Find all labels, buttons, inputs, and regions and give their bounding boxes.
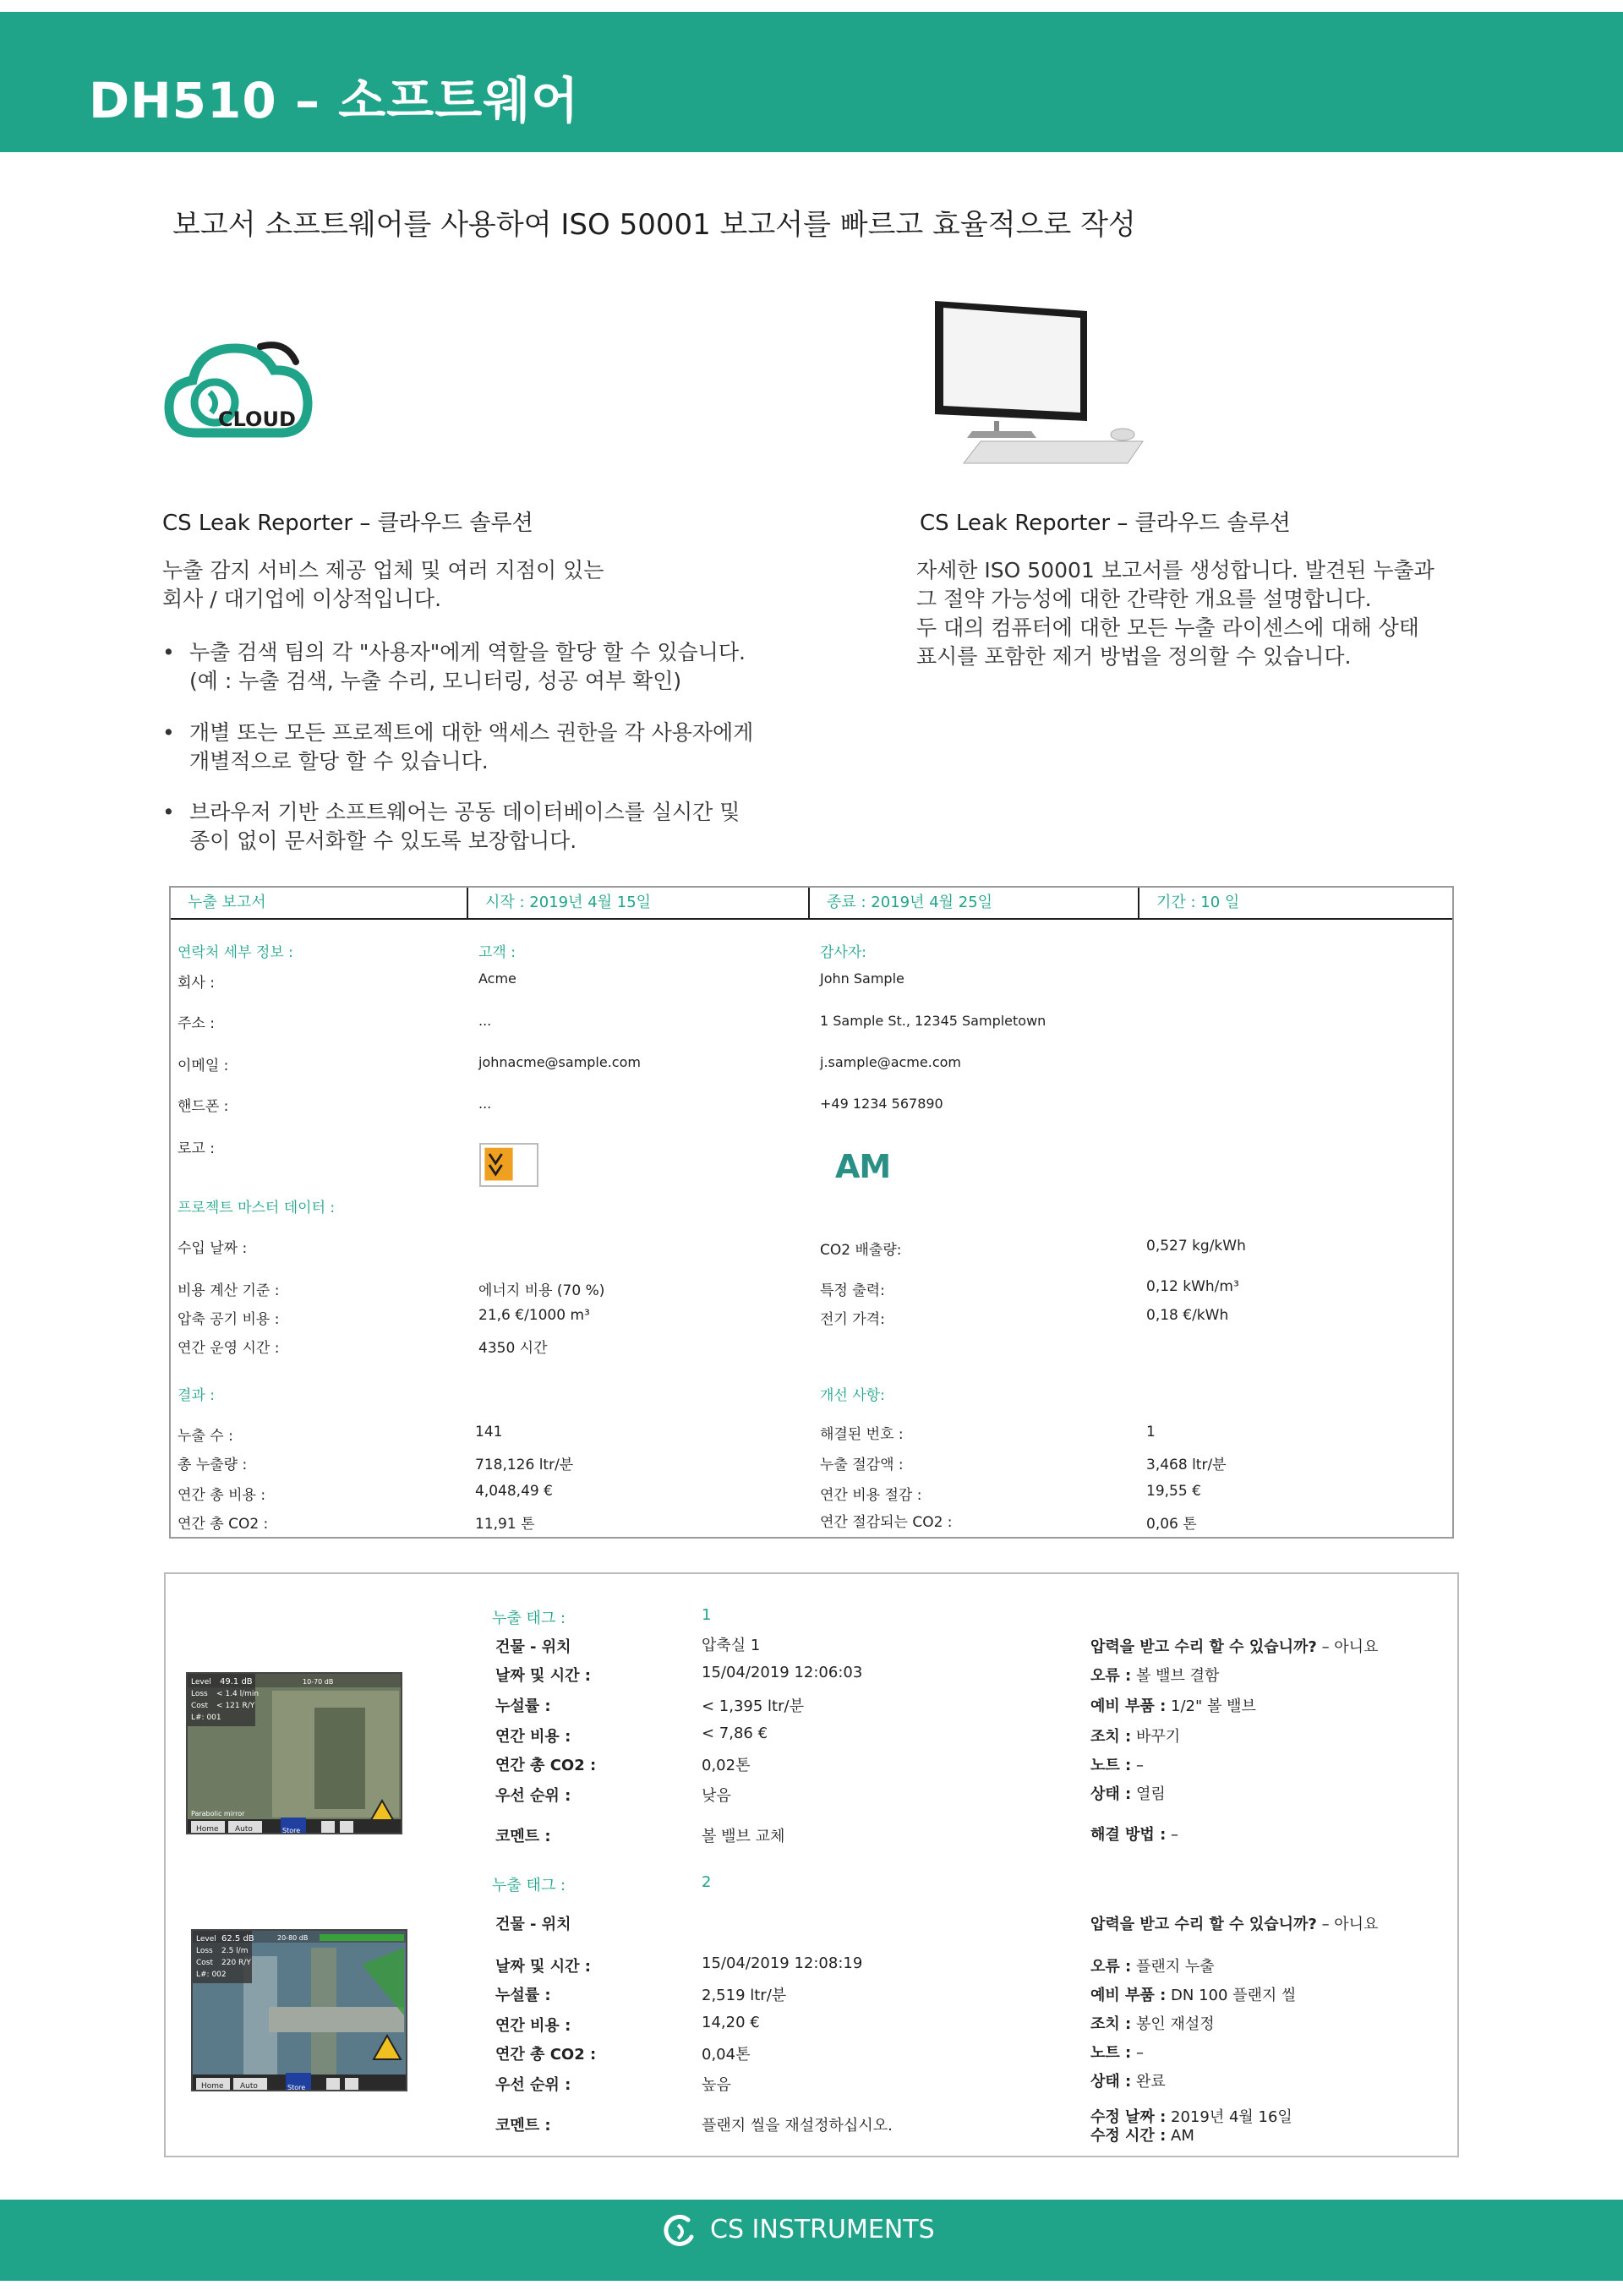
bullet-line: 개별적으로 할당 할 수 있습니다. [189, 749, 489, 774]
tag-right-label: 노트 : [1090, 1757, 1132, 1774]
tag-right-value: – [1171, 1826, 1179, 1844]
contact-section-label: 연락처 세부 정보 : [178, 944, 293, 961]
tag-right-label: 오류 : [1090, 1958, 1132, 1976]
auditor-value: 1 Sample St., 12345 Sampletown [820, 1013, 1046, 1029]
thumb-level-label: Level [191, 1678, 211, 1686]
tag-right-label: 압력을 받고 수리 할 수 있습니까? [1090, 1916, 1317, 1933]
tag-right-value: – [1135, 1757, 1144, 1774]
tag-field-label: 누설률 : [495, 1987, 551, 2004]
auditor-value: John Sample [820, 970, 904, 987]
tag-right-label: 오류 : [1090, 1667, 1132, 1685]
tag-right-value: 열림 [1135, 1785, 1166, 1803]
bullet-line: • 브라우저 기반 소프트웨어는 공동 데이터베이스를 실시간 및 [189, 800, 740, 824]
results-section-label: 결과 : [178, 1387, 215, 1404]
thumb-level-value: 49.1 dB [220, 1677, 253, 1686]
tag-right-row [1090, 2124, 1194, 2146]
master-label: 비용 계산 기준 : [178, 1282, 280, 1299]
tag-right-label: 예비 부품 : [1090, 1987, 1167, 2004]
tag-right-row [1090, 1823, 1178, 1845]
contact-label: 로고 : [178, 1140, 215, 1157]
leak-tags-panel [164, 1572, 1459, 2157]
tag-field-label: 연간 비용 : [495, 2017, 571, 2035]
thumb-id: L#: 001 [191, 1714, 221, 1722]
tag-field-label: 날짜 및 시간 : [495, 1958, 591, 1976]
tag-right-label: 상태 : [1090, 2073, 1132, 2091]
master-label: 수입 날짜 : [178, 1240, 248, 1257]
tag-right-label: 수정 날짜 : [1090, 2108, 1167, 2126]
left-bullet [162, 638, 746, 696]
thumb-mirror: Parabolic mirror [191, 1810, 245, 1818]
thumb-cost-label: Cost [191, 1702, 209, 1710]
tag-field-value: 낮음 [702, 1787, 731, 1805]
thumb-cost-value: < 121 R/Y [216, 1702, 255, 1710]
cloud-logo-text: CLOUD [218, 407, 296, 431]
tag-right-value: 볼 밸브 결함 [1135, 1667, 1220, 1685]
thumb-loss-value: 2.5 l/m [221, 1947, 249, 1955]
master-value: 0,12 kWh/m³ [1146, 1278, 1239, 1295]
tag-right-value: – 아니요 [1321, 1916, 1379, 1933]
master-value: 에너지 비용 (70 %) [478, 1282, 605, 1299]
tag-right-value: 완료 [1135, 2073, 1166, 2091]
thumb-cost-label: Cost [196, 1959, 214, 1967]
footer-brand: CS INSTRUMENTS [710, 2215, 935, 2244]
tag-field-label: 연간 총 CO2 : [495, 2046, 597, 2064]
customer-value: johnacme@sample.com [478, 1054, 641, 1070]
contact-label: 주소 : [178, 1015, 215, 1032]
result-label: 연간 총 CO2 : [178, 1516, 269, 1533]
tag-right-row [1090, 1912, 1378, 1934]
bullet-line: (예 : 누출 검색, 누출 수리, 모니터링, 성공 여부 확인) [189, 669, 682, 693]
improve-label: 해결된 번호 : [820, 1426, 904, 1443]
customer-value: ... [478, 1013, 492, 1029]
thumb-level-label: Level [196, 1935, 216, 1943]
report-start: 시작 : 2019년 4월 15일 [468, 888, 810, 918]
tag-right-label: 해결 방법 : [1090, 1826, 1167, 1844]
thumb-range: 10-70 dB [303, 1678, 334, 1686]
tag-number: 2 [702, 1873, 712, 1891]
report-end: 종료 : 2019년 4월 25일 [810, 888, 1139, 918]
thumb-home: Home [196, 1825, 219, 1834]
tag-right-value: DN 100 플랜지 씰 [1171, 1987, 1297, 2004]
thumb-auto: Auto [235, 1825, 253, 1834]
thumb-home: Home [201, 2082, 224, 2091]
tag-field-label: 코멘트 : [495, 1828, 551, 1845]
tag-right-value: 플랜지 누출 [1135, 1958, 1215, 1976]
customer-value: Acme [478, 970, 516, 987]
tag-field-value: 압축실 1 [702, 1637, 761, 1654]
tag-right-label: 조치 : [1090, 1728, 1132, 1746]
tag-right-value: 봉인 재설정 [1135, 2015, 1215, 2033]
tag-right-row [1090, 1664, 1219, 1686]
tag-label: 누출 태그 : [492, 1610, 566, 1627]
result-value: 718,126 ltr/분 [475, 1457, 574, 1473]
camera-screen-icon [193, 1931, 407, 2091]
tag-field-label: 연간 총 CO2 : [495, 1757, 597, 1774]
right-line: 그 절약 가능성에 대한 간략한 개요를 설명합니다. [916, 587, 1372, 611]
bullet-line: • 누출 검색 팀의 각 "사용자"에게 역할을 할당 할 수 있습니다. [189, 640, 746, 664]
page-subtitle: 보고서 소프트웨어를 사용하여 ISO 50001 보고서를 빠르고 효율적으로 작성 [172, 208, 1136, 242]
report-period: 기간 : 10 일 [1156, 894, 1240, 911]
cloud-logo-icon [162, 331, 314, 450]
tag-right-row [1090, 2041, 1144, 2063]
tag-right-row [1090, 1694, 1256, 1716]
tag-right-value: 2019년 4월 16일 [1171, 2108, 1292, 2126]
thumb-auto: Auto [240, 2082, 258, 2091]
master-section-label: 프로젝트 마스터 데이터 : [178, 1200, 336, 1216]
tag-right-row [1090, 1635, 1378, 1657]
contact-label: 회사 : [178, 975, 215, 992]
tag-right-label: 압력을 받고 수리 할 수 있습니까? [1090, 1638, 1317, 1656]
tag-right-value: 1/2" 볼 밸브 [1171, 1697, 1256, 1715]
tag-right-row [1090, 1753, 1144, 1775]
tag-right-value: AM [1171, 2127, 1194, 2145]
auditor-label: 감사자: [820, 944, 866, 961]
tag-right-value: – 아니요 [1321, 1638, 1379, 1656]
thumb-level-value: 62.5 dB [221, 1934, 254, 1943]
result-value: 141 [475, 1424, 503, 1440]
thumb-loss-label: Loss [196, 1947, 213, 1955]
camera-screen-icon [188, 1674, 402, 1834]
customer-label: 고객 : [478, 944, 516, 961]
auditor-logo: AM [835, 1148, 891, 1185]
result-label: 총 누출량 : [178, 1457, 248, 1473]
master-label: 전기 가격: [820, 1311, 885, 1328]
tag-field-value: 15/04/2019 12:06:03 [702, 1664, 863, 1681]
result-label: 연간 총 비용 : [178, 1487, 266, 1504]
tag-field-label: 누설률 : [495, 1697, 551, 1715]
result-value: 4,048,49 € [475, 1483, 553, 1500]
improve-value: 0,06 톤 [1146, 1516, 1197, 1533]
master-label: 압축 공기 비용 : [178, 1311, 280, 1328]
contact-label: 핸드폰 : [178, 1098, 229, 1115]
tag-right-label: 예비 부품 : [1090, 1697, 1167, 1715]
master-value: 0,527 kg/kWh [1146, 1238, 1246, 1255]
result-label: 누출 수 : [178, 1428, 233, 1445]
thumb-range: 20-80 dB [277, 1934, 309, 1942]
thumb-cost-value: 220 R/Y [221, 1959, 251, 1967]
right-line: 두 대의 컴퓨터에 대한 모든 누출 라이센스에 대해 상태 [916, 615, 1419, 640]
right-heading: CS Leak Reporter – 클라우드 솔루션 [920, 511, 1291, 536]
tag-field-label: 건물 - 위치 [495, 1916, 571, 1933]
tag-field-value: 14,20 € [702, 2014, 760, 2031]
customer-value: ... [478, 1096, 492, 1112]
master-label: 연간 운영 시간 : [178, 1340, 280, 1357]
master-value: 4350 시간 [478, 1340, 548, 1357]
tag-field-label: 우선 순위 : [495, 2076, 571, 2094]
tag-right-label: 수정 시간 : [1090, 2127, 1167, 2145]
tag-right-row [1090, 1725, 1180, 1747]
tag-field-value: < 7,86 € [702, 1725, 768, 1742]
tag-field-value: 플랜지 씰을 재설정하십시오. [702, 2117, 893, 2135]
thumb-store: Store [287, 2084, 306, 2091]
left-intro [162, 556, 604, 614]
improve-value: 1 [1146, 1424, 1156, 1440]
tag-right-value: – [1135, 2044, 1144, 2062]
tag-right-label: 조치 : [1090, 2015, 1132, 2033]
tag-right-label: 상태 : [1090, 1785, 1132, 1803]
improve-label: 누출 절감액 : [820, 1457, 904, 1473]
contact-label: 이메일 : [178, 1058, 229, 1074]
improve-label: 연간 절감되는 CO2 : [820, 1514, 953, 1531]
page-title: DH510 – 소프트웨어 [89, 72, 580, 129]
left-intro-line: 누출 감지 서비스 제공 업체 및 여러 지점이 있는 [162, 558, 604, 582]
report-header-row [171, 888, 1452, 920]
leak-photo-2 [191, 1929, 407, 2091]
tag-field-label: 코멘트 : [495, 2117, 551, 2135]
tag-field-value: 15/04/2019 12:08:19 [702, 1954, 863, 1972]
tag-right-row [1090, 2069, 1166, 2091]
tag-right-row [1090, 1954, 1215, 1976]
improve-value: 3,468 ltr/분 [1146, 1457, 1227, 1473]
bullet-line: • 개별 또는 모든 프로젝트에 대한 액세스 권한을 각 사용자에게 [189, 720, 754, 745]
customer-logo-icon [479, 1143, 538, 1187]
tag-right-row [1090, 1782, 1166, 1804]
master-value: 0,18 €/kWh [1146, 1307, 1229, 1324]
tag-field-label: 날짜 및 시간 : [495, 1667, 591, 1685]
auditor-value: j.sample@acme.com [820, 1054, 961, 1070]
thumb-loss-value: < 1.4 l/min [216, 1690, 260, 1698]
tag-label: 누출 태그 : [492, 1877, 566, 1894]
tag-right-row [1090, 2012, 1215, 2034]
tag-field-value: 0,04톤 [702, 2046, 751, 2064]
improvements-section-label: 개선 사항: [820, 1387, 885, 1404]
tag-number: 1 [702, 1606, 712, 1624]
tag-field-value: 2,519 ltr/분 [702, 1987, 787, 2004]
master-value: 21,6 €/1000 m³ [478, 1307, 590, 1324]
tag-field-value: 높음 [702, 2076, 731, 2094]
right-line: 표시를 포함한 제거 방법을 정의할 수 있습니다. [916, 644, 1352, 669]
tag-field-value: < 1,395 ltr/분 [702, 1697, 804, 1715]
tag-field-label: 건물 - 위치 [495, 1638, 571, 1656]
master-label: CO2 배출량: [820, 1242, 902, 1259]
cs-instruments-logo-icon [663, 2213, 698, 2249]
tag-field-value: 볼 밸브 교체 [702, 1828, 785, 1845]
tag-field-label: 우선 순위 : [495, 1787, 571, 1805]
improve-label: 연간 비용 절감 : [820, 1487, 922, 1504]
tag-right-value: 바꾸기 [1135, 1728, 1181, 1746]
thumb-store: Store [282, 1827, 301, 1834]
thumb-loss-label: Loss [191, 1690, 208, 1698]
tag-right-label: 노트 : [1090, 2044, 1132, 2062]
right-description [916, 556, 1434, 671]
left-heading: CS Leak Reporter – 클라우드 솔루션 [162, 511, 533, 536]
monitor-icon [926, 296, 1155, 473]
thumb-id: L#: 002 [196, 1971, 227, 1979]
right-line: 자세한 ISO 50001 보고서를 생성합니다. 발견된 누출과 [916, 558, 1434, 582]
left-bullet [162, 719, 753, 776]
improve-value: 19,55 € [1146, 1483, 1201, 1500]
tag-right-row [1090, 1983, 1296, 2005]
leak-photo-1 [186, 1672, 402, 1834]
tag-field-label: 연간 비용 : [495, 1728, 571, 1746]
auditor-value: +49 1234 567890 [820, 1096, 943, 1112]
master-label: 특정 출력: [820, 1282, 885, 1299]
left-bullet [162, 798, 740, 856]
bullet-line: 종이 없이 문서화할 수 있도록 보장합니다. [189, 828, 577, 853]
report-title: 누출 보고서 [171, 888, 468, 918]
leak-report-table [169, 886, 1454, 1539]
result-value: 11,91 톤 [475, 1516, 535, 1533]
left-intro-line: 회사 / 대기업에 이상적입니다. [162, 587, 442, 611]
tag-field-value: 0,02톤 [702, 1757, 751, 1774]
